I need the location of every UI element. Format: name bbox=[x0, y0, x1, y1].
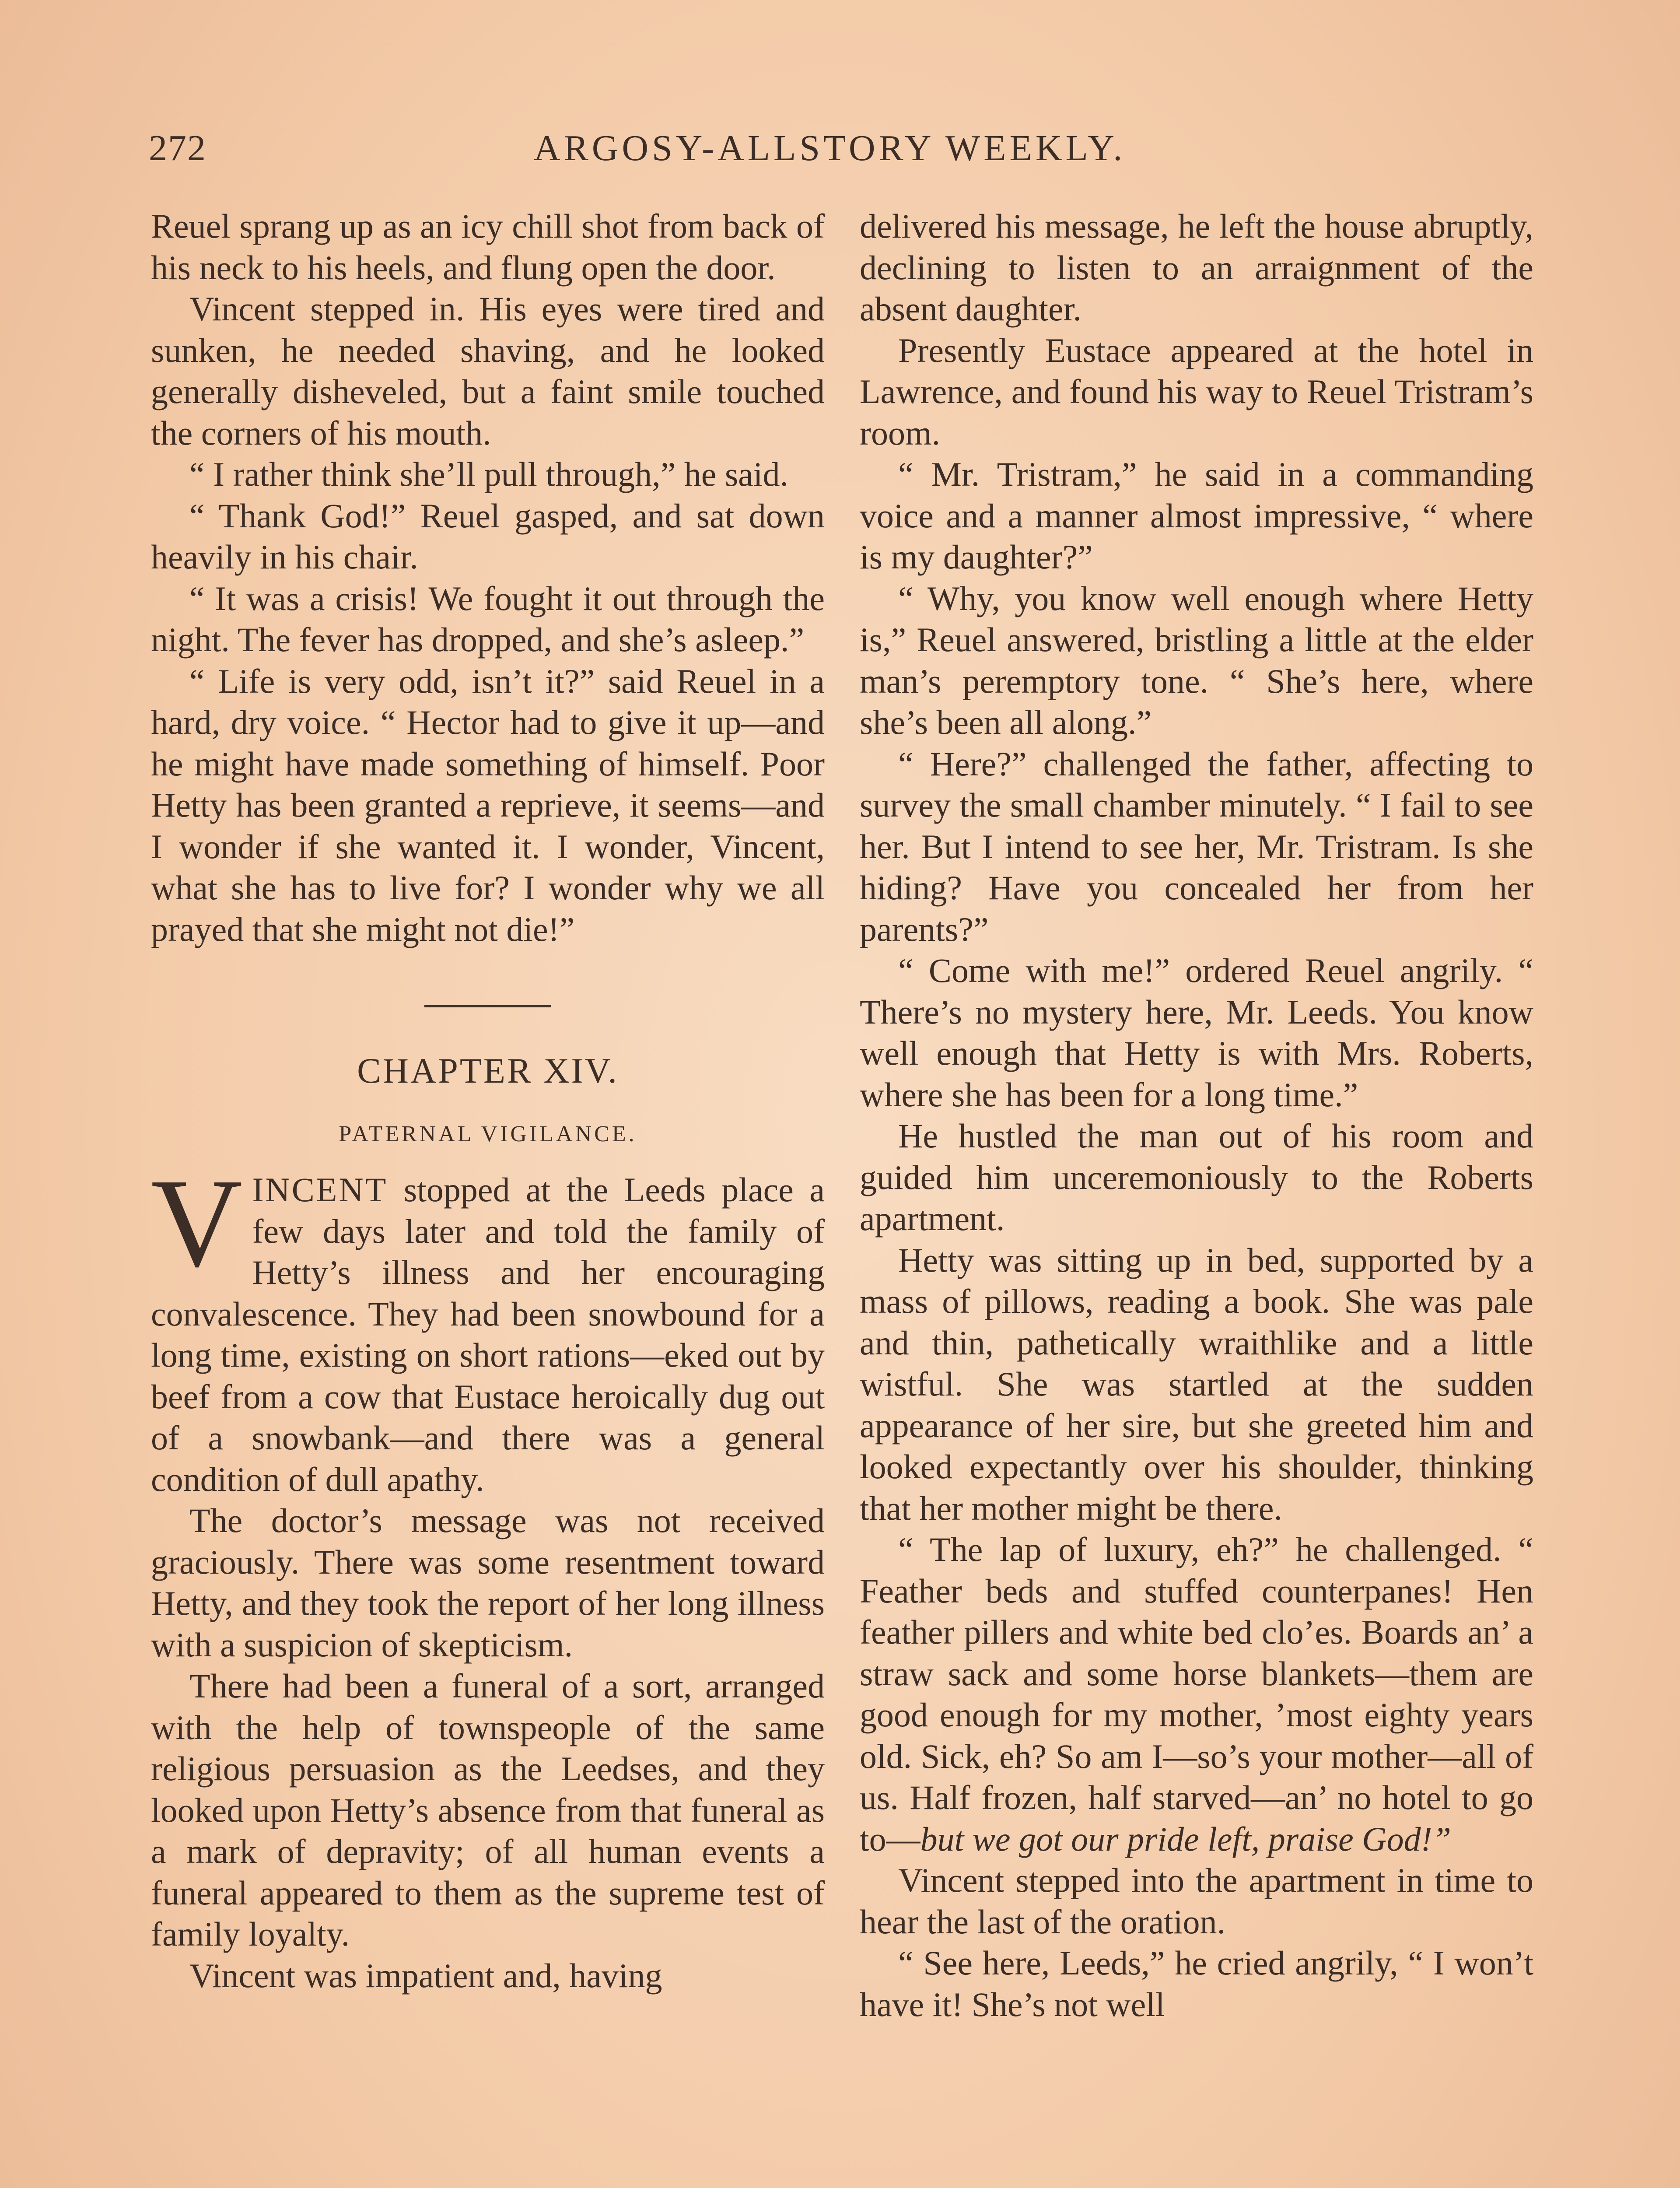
paragraph bbox=[860, 1529, 1533, 1860]
paragraph: Vincent was impatient and, having bbox=[189, 1956, 662, 1995]
page-header bbox=[149, 127, 1531, 188]
paragraph: Reuel sprang up as an icy chill shot from back of his neck to his heels, and flung open the door. bbox=[151, 207, 825, 287]
drop-cap: V bbox=[151, 1153, 243, 1293]
paragraph: He hustled the man out of his room and guided him unceremoniously to the Roberts apartment. bbox=[860, 1117, 1533, 1238]
paragraph: There had been a funeral of a sort, arranged with the help of townspeople of the same religious persuasion as the Leedses, and they looked upon Hetty’s absence from that funeral as a mark of depravity; of all human events a funeral appeared to them as the supreme test of family loyalty. bbox=[151, 1667, 825, 1953]
paragraph: Presently Eustace appeared at the hotel in Lawrence, and found his way to Reuel Tristram’s room. bbox=[860, 331, 1533, 452]
paragraph: “ It was a crisis! We fought it out through the night. The fever has dropped, and she’s asleep.” bbox=[151, 579, 825, 659]
paragraph: Vincent stepped in. His eyes were tired and sunken, he needed shaving, and he looked generally disheveled, but a faint smile touched the corners of his mouth. bbox=[151, 290, 825, 452]
paragraph: Vincent stepped into the apartment in time to hear the last of the oration. bbox=[860, 1861, 1533, 1941]
dialogue-text: “ The lap of luxury, eh?” he challenged. “ Feather beds and stuffed counterpanes! Hen feather pillers and white bed clo’es. Boards an’ a straw sack and some horse blankets—them are good enough for my mother, ’most eighty years old. Sick, eh? So am I—so’s your mother—all of us. Half frozen, half starved—an’ no hotel to go to— bbox=[860, 1530, 1533, 1858]
dialogue-italic: but we got our pride left, praise God!” bbox=[920, 1820, 1451, 1858]
paragraph: “ Come with me!” ordered Reuel angrily. “ There’s no mystery here, Mr. Leeds. You know well enough that Hetty is with Mrs. Roberts, where she has been for a long time.” bbox=[860, 951, 1533, 1114]
opening-caps: INCENT bbox=[252, 1171, 388, 1209]
left-column bbox=[151, 206, 825, 1996]
paragraph: “ Life is very odd, isn’t it?” said Reuel in a hard, dry voice. “ Hector had to give it up—and he might have made something of himself. Poor Hetty has been granted a reprieve, it seems—and I wonder if she wanted it. I wonder, Vincent, what she has to live for? I wonder why we all prayed that she might not die!” bbox=[151, 662, 825, 948]
running-head: ARGOSY-ALLSTORY WEEKLY. bbox=[534, 128, 1126, 168]
paragraph: “ See here, Leeds,” he cried angrily, “ I won’t have it! She’s not well bbox=[860, 1944, 1533, 2023]
opening-paragraph bbox=[151, 1153, 825, 1500]
paragraph: “ Thank God!” Reuel gasped, and sat down heavily in his chair. bbox=[151, 496, 825, 576]
right-column bbox=[860, 206, 1533, 2025]
paragraph: “ Mr. Tristram,” he said in a commanding voice and a manner almost impressive, “ where is my daughter?” bbox=[860, 455, 1533, 576]
chapter-subtitle: PATERNAL VIGILANCE. bbox=[339, 1122, 637, 1147]
section-divider bbox=[424, 1005, 551, 1007]
paragraph: “ Here?” challenged the father, affecting to survey the small chamber minutely. “ I fail to see her. But I intend to see her, Mr. Tristram. Is she hiding? Have you concealed her from her parents?” bbox=[860, 744, 1533, 948]
paragraph: “ I rather think she’ll pull through,” he said. bbox=[189, 455, 788, 493]
paragraph: The doctor’s message was not received graciously. There was some resentment toward Hetty, and they took the report of her long illness with a suspicion of skepticism. bbox=[151, 1501, 825, 1664]
paragraph: delivered his message, he left the house abruptly, declining to listen to an arraignment of the absent daughter. bbox=[860, 207, 1533, 328]
paragraph: “ Why, you know well enough where Hetty is,” Reuel answered, bristling a little at the elder man’s peremptory tone. “ She’s here, where she’s been all along.” bbox=[860, 579, 1533, 741]
chapter-title: CHAPTER XIV. bbox=[357, 1051, 619, 1090]
opening-text: stopped at the Leeds place a few days later and told the family of Hetty’s illness and her encouraging convalescence. They had been snowbound for a long time, existing on short rations—eked out by beef from a cow that Eustace heroically dug out of a snowbank—and there was a general condition of dull apathy. bbox=[151, 1171, 825, 1498]
paragraph: Hetty was sitting up in bed, supported by a mass of pillows, reading a book. She was pale and thin, pathetically wraithlike and a little wistful. She was startled at the sudden appearance of her sire, but she greeted him and looked expectantly over his shoulder, thinking that her mother might be there. bbox=[860, 1241, 1533, 1527]
page-number: 272 bbox=[149, 128, 206, 168]
